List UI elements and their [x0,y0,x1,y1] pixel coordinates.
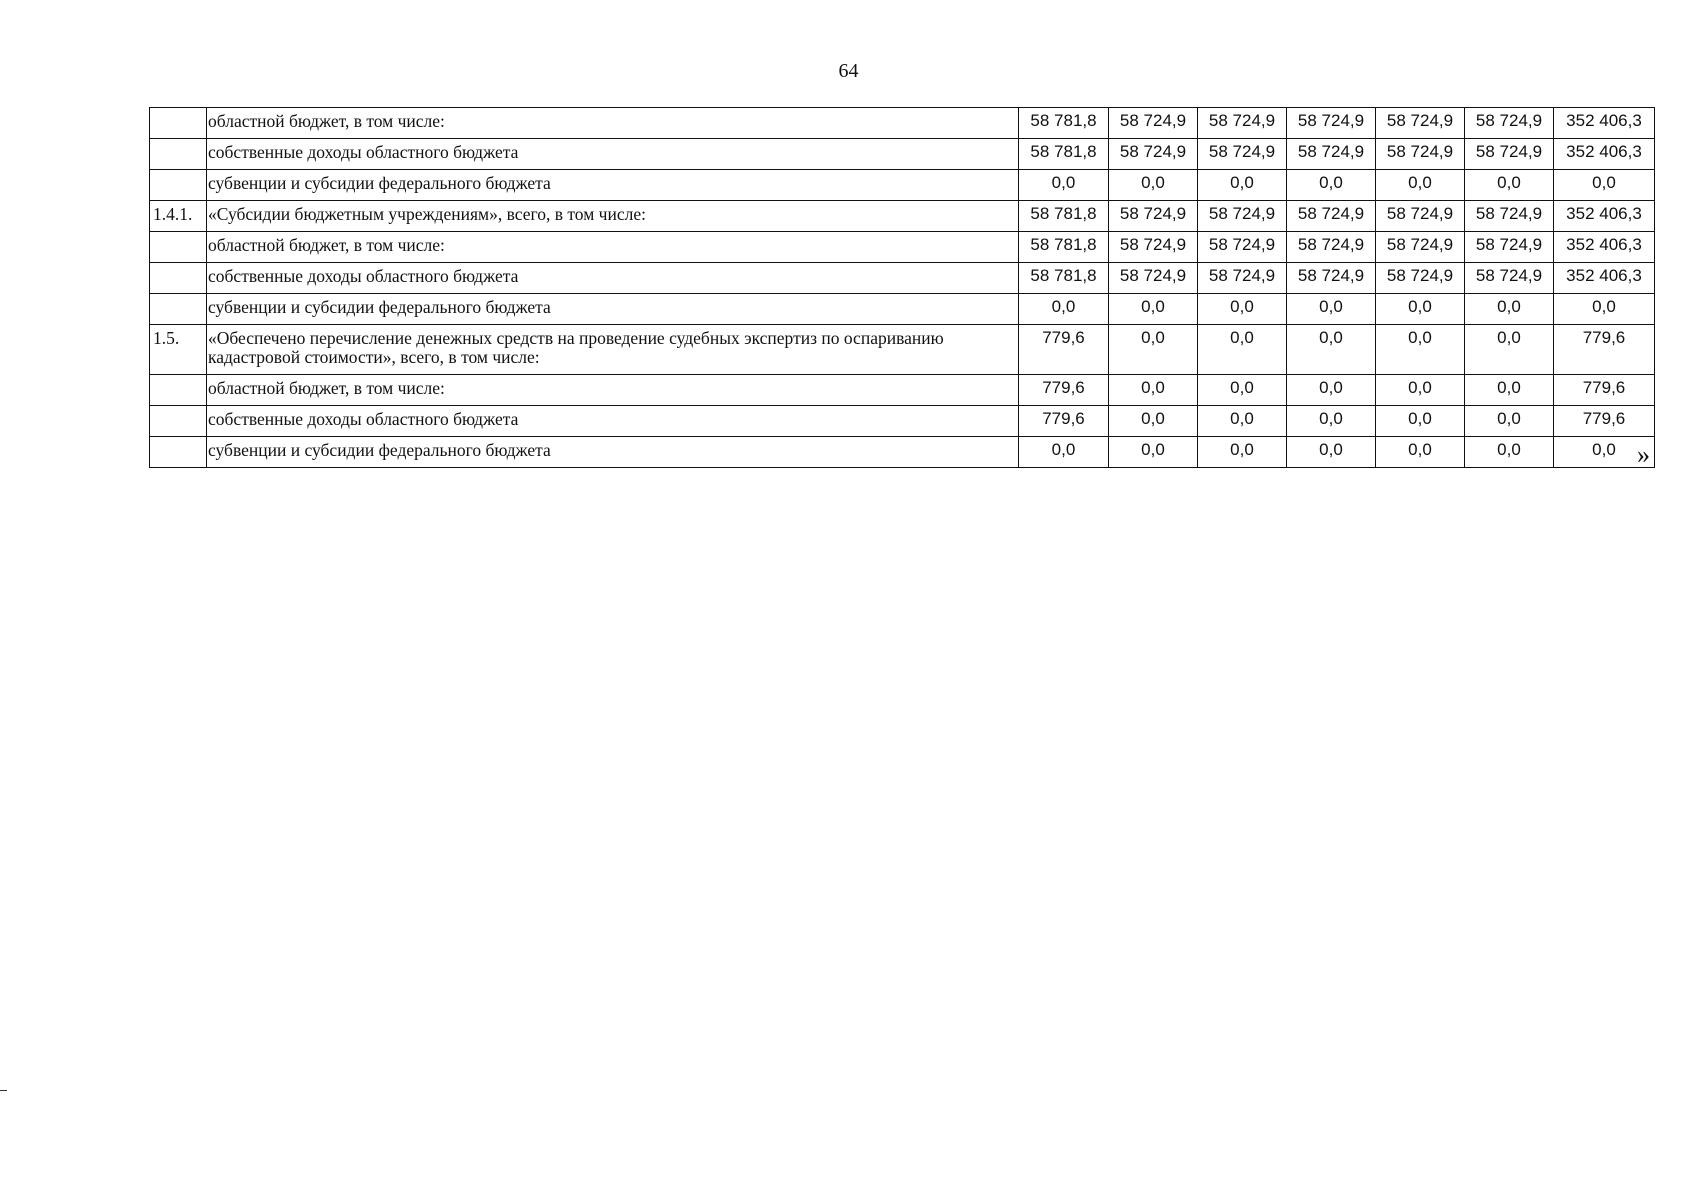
value-cell: 0,0 [1019,437,1109,468]
value-cell: 0,0 [1376,170,1465,201]
value-cell: 58 724,9 [1465,108,1554,139]
row-name: «Обеспечено перечисление денежных средств на проведение судебных экспертиз по оспариванию кадастровой стоимости», всего, в том числе: [207,325,1019,375]
table-row [150,325,1655,375]
table-row [150,294,1655,325]
row-code [150,139,207,170]
row-code [150,437,207,468]
value-cell: 0,0 [1287,406,1376,437]
table-row [150,201,1655,232]
value-cell: 779,6 [1019,406,1109,437]
row-name: областной бюджет, в том числе: [207,232,1019,263]
value-cell: 58 724,9 [1376,139,1465,170]
table-row [150,170,1655,201]
value-cell: 58 724,9 [1376,108,1465,139]
value-cell: 58 724,9 [1198,263,1287,294]
value-cell: 58 724,9 [1287,201,1376,232]
table-body [150,108,1655,468]
value-cell: 0,0 [1109,170,1198,201]
row-code [150,108,207,139]
row-code [150,294,207,325]
total-cell: 352 406,3 [1554,139,1655,170]
value-cell: 0,0 [1109,406,1198,437]
value-cell: 0,0 [1376,437,1465,468]
value-cell: 58 781,8 [1019,139,1109,170]
value-cell: 0,0 [1376,375,1465,406]
total-cell: 0,0 [1554,437,1655,468]
value-cell: 0,0 [1198,406,1287,437]
row-code [150,406,207,437]
table-row [150,437,1655,468]
value-cell: 58 724,9 [1465,263,1554,294]
value-cell: 0,0 [1287,325,1376,375]
value-cell: 58 781,8 [1019,201,1109,232]
row-name: субвенции и субсидии федерального бюджета [207,437,1019,468]
total-cell: 0,0 [1554,294,1655,325]
value-cell: 0,0 [1109,325,1198,375]
value-cell: 0,0 [1198,170,1287,201]
value-cell: 0,0 [1376,294,1465,325]
value-cell: 0,0 [1109,294,1198,325]
row-code: 1.4.1. [150,201,207,232]
row-code [150,232,207,263]
total-cell: 352 406,3 [1554,201,1655,232]
value-cell: 0,0 [1376,406,1465,437]
total-cell: 352 406,3 [1554,108,1655,139]
value-cell: 58 724,9 [1198,201,1287,232]
table-row [150,139,1655,170]
value-cell: 58 724,9 [1198,232,1287,263]
value-cell: 58 724,9 [1287,232,1376,263]
page-number: 64 [838,60,859,82]
value-cell: 58 781,8 [1019,108,1109,139]
row-name: собственные доходы областного бюджета [207,406,1019,437]
row-name: субвенции и субсидии федерального бюджета [207,294,1019,325]
budget-table [149,107,1655,468]
value-cell: 58 724,9 [1287,263,1376,294]
value-cell: 58 724,9 [1198,108,1287,139]
value-cell: 58 724,9 [1287,139,1376,170]
value-cell: 0,0 [1109,375,1198,406]
value-cell: 0,0 [1198,325,1287,375]
value-cell: 58 724,9 [1198,139,1287,170]
total-cell: 779,6 [1554,406,1655,437]
row-name: собственные доходы областного бюджета [207,139,1019,170]
table-row [150,232,1655,263]
value-cell: 58 724,9 [1109,201,1198,232]
value-cell: 58 724,9 [1465,139,1554,170]
value-cell: 58 724,9 [1376,201,1465,232]
row-name: собственные доходы областного бюджета [207,263,1019,294]
closing-quote-mark: » [1637,440,1650,469]
row-code [150,263,207,294]
total-cell: 779,6 [1554,375,1655,406]
value-cell: 779,6 [1019,375,1109,406]
value-cell: 0,0 [1198,437,1287,468]
value-cell: 0,0 [1287,294,1376,325]
value-cell: 0,0 [1287,170,1376,201]
value-cell: 0,0 [1465,375,1554,406]
row-name: областной бюджет, в том числе: [207,108,1019,139]
value-cell: 0,0 [1019,294,1109,325]
row-code [150,375,207,406]
value-cell: 779,6 [1019,325,1109,375]
table-row [150,108,1655,139]
total-cell: 779,6 [1554,325,1655,375]
value-cell: 0,0 [1376,325,1465,375]
total-cell: 352 406,3 [1554,232,1655,263]
value-cell: 0,0 [1287,375,1376,406]
value-cell: 58 724,9 [1287,108,1376,139]
margin-mark [0,1090,7,1091]
value-cell: 0,0 [1109,437,1198,468]
value-cell: 0,0 [1019,170,1109,201]
total-cell: 352 406,3 [1554,263,1655,294]
row-code: 1.5. [150,325,207,375]
value-cell: 0,0 [1465,437,1554,468]
value-cell: 58 724,9 [1109,108,1198,139]
value-cell: 0,0 [1465,406,1554,437]
row-name: «Субсидии бюджетным учреждениям», всего, в том числе: [207,201,1019,232]
value-cell: 0,0 [1287,437,1376,468]
value-cell: 58 781,8 [1019,232,1109,263]
row-name: субвенции и субсидии федерального бюджета [207,170,1019,201]
value-cell: 58 724,9 [1465,232,1554,263]
value-cell: 0,0 [1465,170,1554,201]
value-cell: 58 724,9 [1465,201,1554,232]
value-cell: 58 724,9 [1109,263,1198,294]
total-cell: 0,0 [1554,170,1655,201]
value-cell: 0,0 [1198,294,1287,325]
row-code [150,170,207,201]
value-cell: 58 781,8 [1019,263,1109,294]
row-name: областной бюджет, в том числе: [207,375,1019,406]
table-row [150,406,1655,437]
value-cell: 58 724,9 [1109,232,1198,263]
value-cell: 0,0 [1198,375,1287,406]
table-row [150,375,1655,406]
value-cell: 0,0 [1465,325,1554,375]
value-cell: 58 724,9 [1376,263,1465,294]
value-cell: 58 724,9 [1376,232,1465,263]
value-cell: 58 724,9 [1109,139,1198,170]
table-row [150,263,1655,294]
value-cell: 0,0 [1465,294,1554,325]
